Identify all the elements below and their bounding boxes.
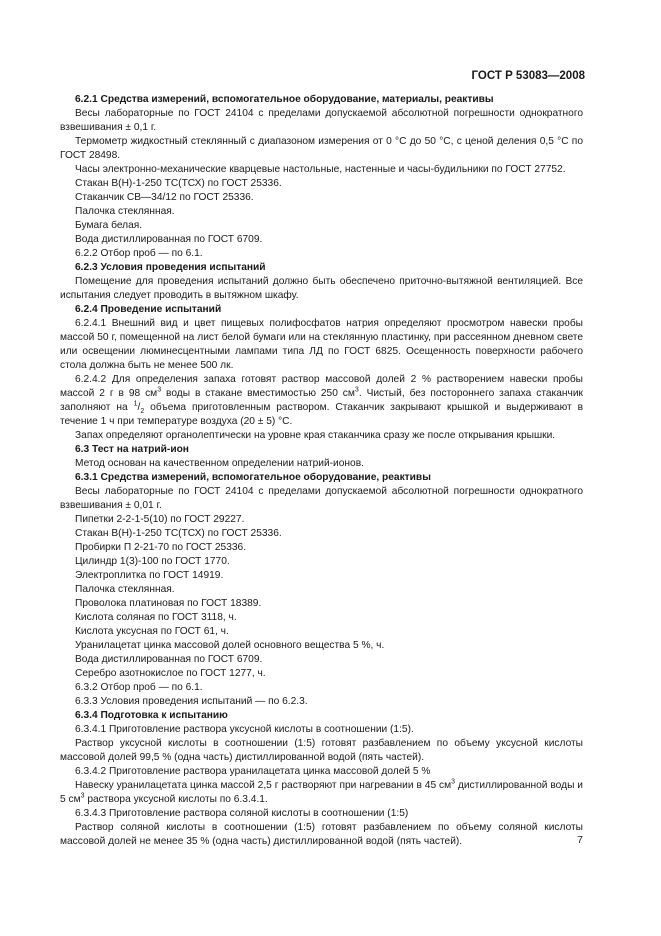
page-number: 7 xyxy=(577,834,583,846)
paragraph: Пипетки 2-2-1-5(10) по ГОСТ 29227. xyxy=(75,514,245,525)
text-run: 3 xyxy=(80,792,85,800)
paragraph: Палочка стеклянная. xyxy=(75,584,175,595)
paragraph: 6.3.4.2 Приготовление раствора уранилацетата цинка массовой долей 5 % xyxy=(75,766,431,777)
paragraph: Метод основан на качественном определении натрий-ионов. xyxy=(75,458,364,469)
paragraph: Весы лабораторные по ГОСТ 24104 с пределами допускаемой абсолютной погрешности однократного взвешивания ± 0,01 г. xyxy=(60,486,583,511)
text-run: раствора уксусной кислоты по 6.3.4.1. xyxy=(84,794,268,805)
paragraph: Бумага белая. xyxy=(75,220,143,231)
section-heading: 6.2.4 Проведение испытаний xyxy=(75,304,222,315)
paragraph: Кислота соляная по ГОСТ 3118, ч. xyxy=(75,612,237,623)
text-run: объема приготовленным раствором. Стаканчик закрывают крышкой и выдерживают в течение 1 ч при температуре воздуха (20 ± 5) °С. xyxy=(60,402,583,427)
paragraph: Весы лабораторные по ГОСТ 24104 с пределами допускаемой абсолютной погрешности однократного взвешивания ± 0,1 г. xyxy=(60,108,583,133)
paragraph: Раствор уксусной кислоты в соотношении (1:5) готовят разбавлением по объему уксусной кислоты массовой долей 99,5 % (одна часть) дистиллированной водой (пять частей). xyxy=(60,738,583,763)
text-run: воды в стакане вместимостью 250 см xyxy=(161,388,355,399)
text-run: / xyxy=(137,402,141,413)
paragraph: 6.3.4.3 Приготовление раствора соляной кислоты в соотношении (1:5) xyxy=(75,808,409,819)
text-run: 3 xyxy=(451,778,456,786)
paragraph: Серебро азотнокислое по ГОСТ 1277, ч. xyxy=(75,668,266,679)
section-heading: 6.2.3 Условия проведения испытаний xyxy=(75,262,266,273)
paragraph: 6.3.4.1 Приготовление раствора уксусной кислоты в соотношении (1:5). xyxy=(75,724,414,735)
paragraph: Палочка стеклянная. xyxy=(75,206,175,217)
paragraph xyxy=(60,373,583,429)
paragraph: Раствор соляной кислоты в соотношении (1:5) готовят разбавлением по объему соляной кислоты массовой долей не менее 35 % (одна часть) дистиллированной водой (пять частей). xyxy=(60,822,583,847)
section-heading: 6.3.1 Средства измерений, вспомогательное оборудование, реактивы xyxy=(75,472,431,483)
paragraph: Стакан В(Н)-1-250 ТС(ТСХ) по ГОСТ 25336. xyxy=(75,528,282,539)
paragraph: Стаканчик СВ—34/12 по ГОСТ 25336. xyxy=(75,192,254,203)
paragraph: Кислота уксусная по ГОСТ 61, ч. xyxy=(75,626,229,637)
text-run: Навеску уранилацетата цинка массой 2,5 г растворяют при нагревании в 45 см xyxy=(75,780,452,791)
paragraph: Пробирки П 2-21-70 по ГОСТ 25336. xyxy=(75,542,247,553)
paragraph: 6.3.2 Отбор проб — по 6.1. xyxy=(75,682,203,693)
text-run: . Чистый, без постороннего запаха стаканчик заполняют на xyxy=(60,388,583,413)
paragraph: Электроплитка по ГОСТ 14919. xyxy=(75,570,224,581)
text-run: 2 xyxy=(140,408,145,416)
text-run: 6.2.4.2 Для определения запаха готовят раствор массовой долей 2 % растворением навески пробы массой 2 г в 98 см xyxy=(60,374,583,399)
paragraph: Вода дистиллированная по ГОСТ 6709. xyxy=(75,654,263,665)
paragraph: Запах определяют органолептически на уровне края стаканчика сразу же после открывания крышки. xyxy=(75,430,556,441)
text-run: 3 xyxy=(354,386,359,394)
text-run: 1 xyxy=(133,400,138,408)
paragraph: Помещение для проведения испытаний должно быть обеспечено приточно-вытяжной вентиляцией. Все испытания следует проводить в вытяжном шкафу. xyxy=(60,276,583,301)
text-run: 3 xyxy=(157,386,162,394)
section-heading: 6.3 Тест на натрий-ион xyxy=(75,444,189,455)
paragraph: 6.2.4.1 Внешний вид и цвет пищевых полифосфатов натрия определяют просмотром навески пробы массой 50 г, помещенной на лист белой бумаги или на стеклянную пластинку, при рассеянном дневном свете или освещении люминесцентными лампами типа ЛД по ГОСТ 6825. Осещенность поверхности рабочего стола должна быть не менее 500 лк. xyxy=(60,318,583,371)
section-heading: 6.3.4 Подготовка к испытанию xyxy=(75,710,228,721)
paragraph: Цилиндр 1(3)-100 по ГОСТ 1770. xyxy=(75,556,230,567)
paragraph: Часы электронно-механические кварцевые настольные, настенные и часы-будильники по ГОСТ 27752. xyxy=(75,164,566,175)
paragraph: Проволока платиновая по ГОСТ 18389. xyxy=(75,598,262,609)
paragraph: 6.2.2 Отбор проб — по 6.1. xyxy=(75,248,203,259)
paragraph xyxy=(60,779,583,807)
standard-header: ГОСТ Р 53083—2008 xyxy=(471,70,585,82)
paragraph: 6.3.3 Условия проведения испытаний — по 6.2.3. xyxy=(75,696,308,707)
document-body xyxy=(60,93,583,849)
paragraph: Вода дистиллированная по ГОСТ 6709. xyxy=(75,234,263,245)
section-heading: 6.2.1 Средства измерений, вспомогательное оборудование, материалы, реактивы xyxy=(75,94,494,105)
paragraph: Термометр жидкостный стеклянный с диапазоном измерения от 0 °С до 50 °С, с ценой деления 0,5 °С по ГОСТ 28498. xyxy=(60,136,583,161)
paragraph: Стакан В(Н)-1-250 ТС(ТСХ) по ГОСТ 25336. xyxy=(75,178,282,189)
paragraph: Уранилацетат цинка массовой долей основного вещества 5 %, ч. xyxy=(75,640,385,651)
text-run: дистиллированной воды и 5 см xyxy=(60,780,583,805)
